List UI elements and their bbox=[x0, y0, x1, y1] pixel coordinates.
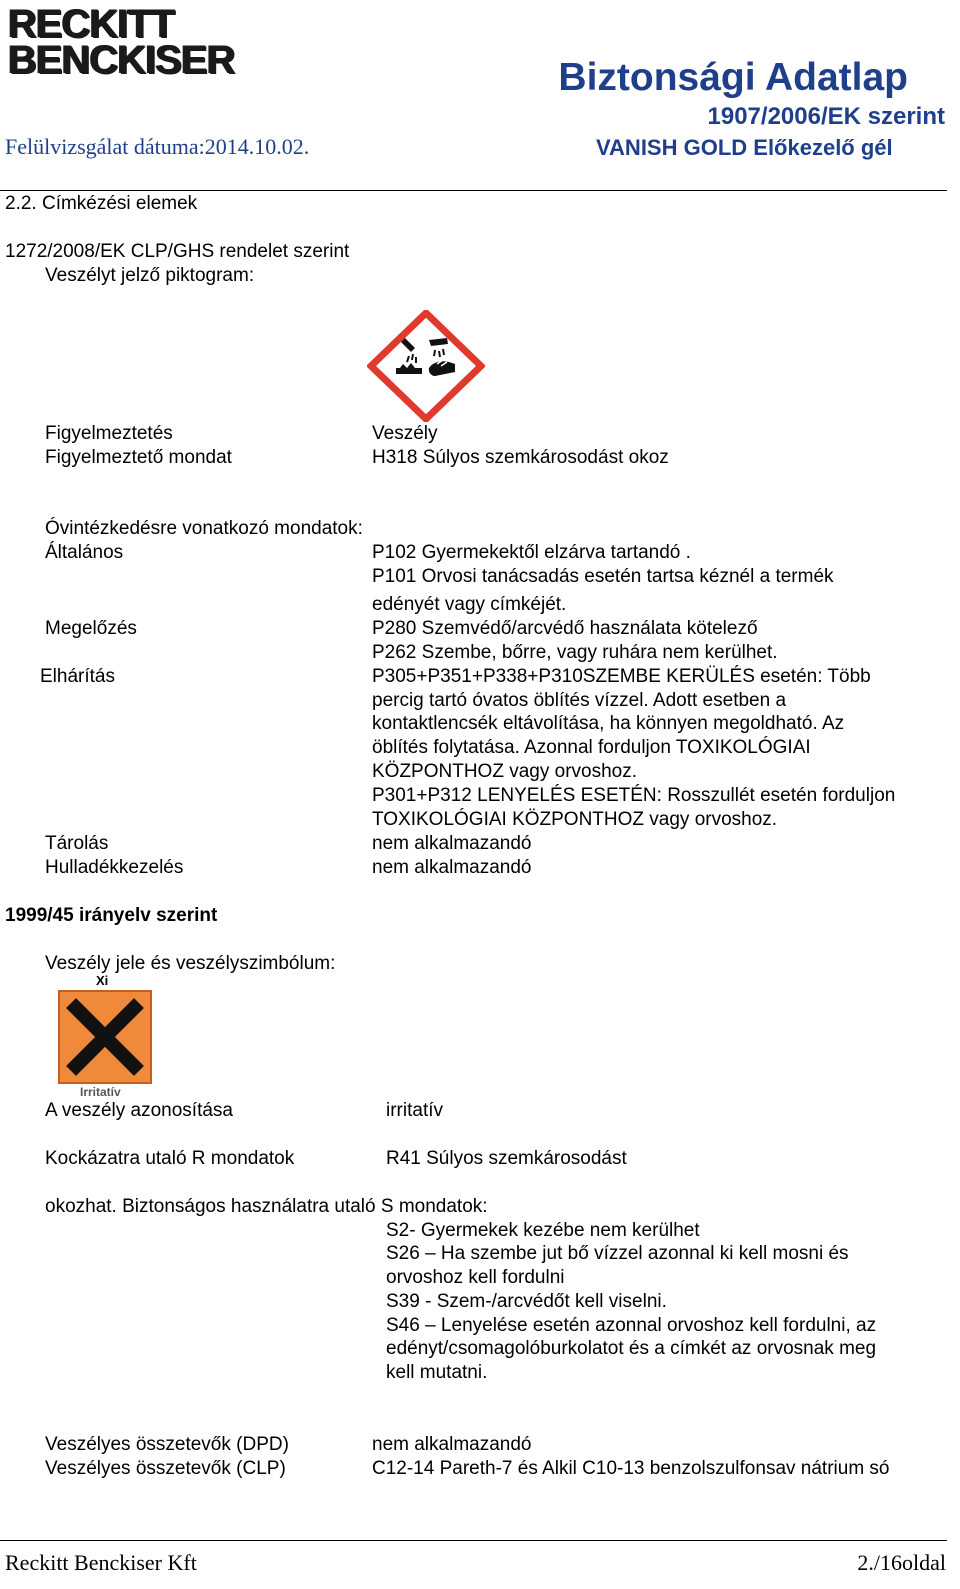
clp-ingredients-value: C12-14 Pareth-7 és Alkil C10-13 benzolszulfonsav nátrium só bbox=[372, 1458, 890, 1479]
response-line: percig tartó óvatos öblítés vízzel. Adott esetben a bbox=[372, 690, 787, 711]
s-phrase-line: S26 – Ha szembe jut bő vízzel azonnal ki kell mosni és bbox=[386, 1243, 849, 1264]
logo-line-2: BENCKISER bbox=[8, 38, 235, 82]
prevention-label: Megelőzés bbox=[45, 618, 137, 639]
response-line: TOXIKOLÓGIAI KÖZPONTHOZ vagy orvoshoz. bbox=[372, 809, 778, 830]
disposal-value: nem alkalmazandó bbox=[372, 857, 532, 878]
prevention-line: P280 Szemvédő/arcvédő használata kötelező bbox=[372, 618, 758, 639]
general-line: P101 Orvosi tanácsadás esetén tartsa kéznél a termék bbox=[372, 566, 834, 587]
s-phrase-line: S2- Gyermekek kezébe nem kerülhet bbox=[386, 1220, 700, 1241]
response-line: P305+P351+P338+P310SZEMBE KERÜLÉS esetén: Több bbox=[372, 666, 871, 687]
s-phrase-line: S46 – Lenyelése esetén azonnal orvoshoz kell fordulni, az bbox=[386, 1315, 877, 1336]
header-divider bbox=[0, 190, 947, 191]
logo-line-1: RECKITT bbox=[8, 2, 175, 46]
prevention-line: P262 Szembe, bőrre, vagy ruhára nem kerülhet. bbox=[372, 642, 778, 663]
xi-code: Xi bbox=[96, 973, 109, 988]
revision-date: Felülvizsgálat dátuma:2014.10.02. bbox=[5, 134, 310, 159]
response-line: kontaktlencsék eltávolítása, ha könnyen megoldható. Az bbox=[372, 713, 845, 734]
xi-cross-icon bbox=[58, 990, 152, 1084]
pictogram-label: Veszélyt jelző piktogram: bbox=[45, 265, 255, 286]
s-phrase-line: S39 - Szem-/arcvédőt kell viselni. bbox=[386, 1291, 667, 1312]
clp-ingredients-label: Veszélyes összetevők (CLP) bbox=[45, 1458, 286, 1479]
dpd-heading: 1999/45 irányelv szerint bbox=[5, 905, 218, 926]
signal-word-value: Veszély bbox=[372, 423, 438, 444]
section-heading: 2.2. Címkézési elemek bbox=[5, 193, 198, 214]
r-continuation: okozhat. Biztonságos használatra utaló S mondatok: bbox=[45, 1196, 488, 1217]
s-phrase-line: kell mutatni. bbox=[386, 1362, 488, 1383]
identification-label: A veszély azonosítása bbox=[45, 1100, 233, 1121]
response-line: P301+P312 LENYELÉS ESETÉN: Rosszullét esetén forduljon bbox=[372, 785, 896, 806]
signal-word-label: Figyelmeztetés bbox=[45, 423, 173, 444]
xi-irritant-symbol bbox=[58, 973, 154, 1100]
regulation-reference: 1907/2006/EK szerint bbox=[707, 103, 945, 130]
symbol-label: Veszély jele és veszélyszimbólum: bbox=[45, 953, 336, 974]
dpd-ingredients-label: Veszélyes összetevők (DPD) bbox=[45, 1434, 289, 1455]
r-phrases-value: R41 Súlyos szemkárosodást bbox=[386, 1148, 627, 1169]
dpd-ingredients-value: nem alkalmazandó bbox=[372, 1434, 532, 1455]
hazard-statement-value: H318 Súlyos szemkárosodást okoz bbox=[372, 447, 669, 468]
response-line: KÖZPONTHOZ vagy orvoshoz. bbox=[372, 761, 638, 782]
storage-value: nem alkalmazandó bbox=[372, 833, 532, 854]
ghs-corrosion-pictogram bbox=[367, 310, 485, 422]
product-name: VANISH GOLD Előkezelő gél bbox=[596, 135, 893, 160]
general-label: Általános bbox=[45, 542, 124, 563]
disposal-label: Hulladékkezelés bbox=[45, 857, 184, 878]
response-label: Elhárítás bbox=[40, 666, 115, 687]
s-phrase-line: edényt/csomagolóburkolatot és a címkét az orvosnak meg bbox=[386, 1338, 877, 1359]
s-phrase-line: orvoshoz kell fordulni bbox=[386, 1267, 565, 1288]
storage-label: Tárolás bbox=[45, 833, 109, 854]
document-title: Biztonsági Adatlap bbox=[558, 56, 908, 99]
general-line: P102 Gyermekektől elzárva tartandó . bbox=[372, 542, 691, 563]
xi-caption: Irritatív bbox=[80, 1085, 121, 1099]
footer-divider bbox=[0, 1540, 947, 1541]
r-phrases-label: Kockázatra utaló R mondatok bbox=[45, 1148, 295, 1169]
page-number: 2./16oldal bbox=[857, 1550, 946, 1575]
identification-value: irritatív bbox=[386, 1100, 443, 1121]
clp-heading: 1272/2008/EK CLP/GHS rendelet szerint bbox=[5, 241, 350, 262]
footer-company: Reckitt Benckiser Kft bbox=[5, 1550, 197, 1575]
hazard-statement-label: Figyelmeztető mondat bbox=[45, 447, 232, 468]
precaution-heading: Óvintézkedésre vonatkozó mondatok: bbox=[45, 518, 363, 539]
general-line: edényét vagy címkéjét. bbox=[372, 594, 567, 615]
response-line: öblítés folytatása. Azonnal forduljon TOXIKOLÓGIAI bbox=[372, 737, 811, 758]
company-logo bbox=[8, 2, 235, 82]
